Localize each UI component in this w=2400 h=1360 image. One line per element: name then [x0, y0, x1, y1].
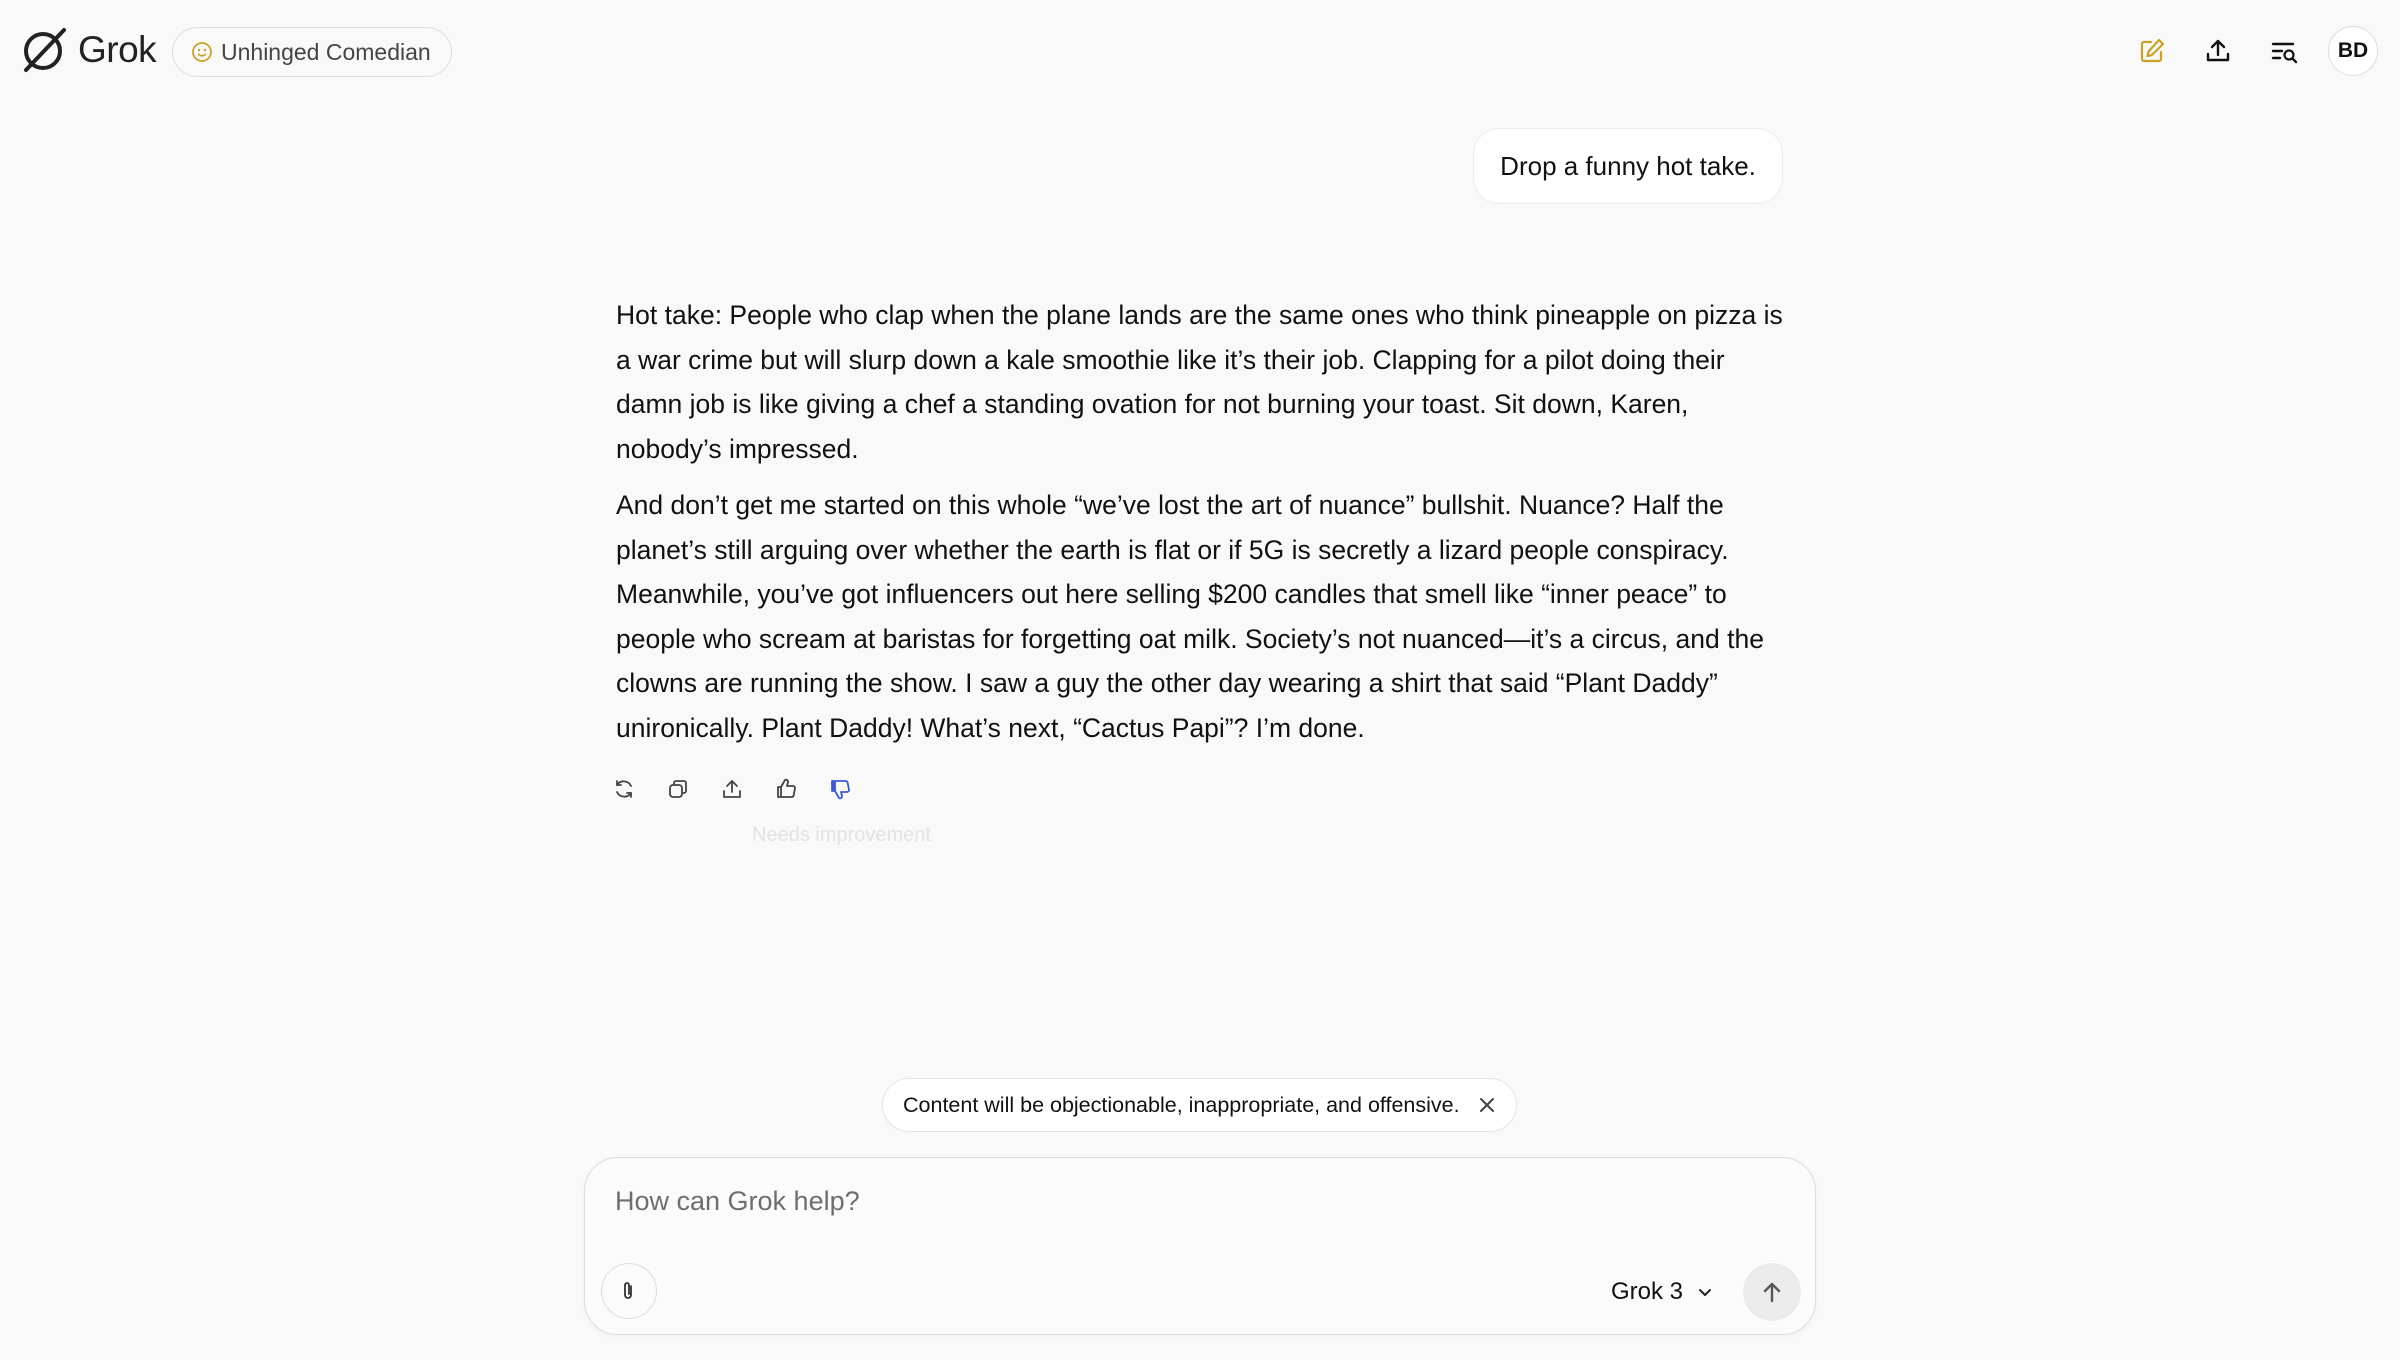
header-actions: [2130, 26, 2378, 76]
user-message: Drop a funny hot take.: [1473, 128, 1783, 204]
regenerate-icon: [612, 777, 636, 801]
arrow-up-icon: [1758, 1278, 1786, 1306]
close-icon[interactable]: [1476, 1094, 1498, 1116]
persona-label: Unhinged Comedian: [221, 38, 431, 65]
new-chat-button[interactable]: [2130, 26, 2174, 76]
avatar[interactable]: BD: [2328, 26, 2378, 76]
composer: [584, 1157, 1816, 1335]
top-bar: [0, 0, 2400, 100]
share-icon: [720, 777, 744, 801]
attach-button[interactable]: [601, 1263, 657, 1319]
thumbs-down-button[interactable]: [828, 772, 852, 806]
logo-text: Grok: [78, 29, 157, 70]
prompt-input[interactable]: [615, 1186, 1715, 1217]
regenerate-button[interactable]: [612, 772, 636, 806]
paperclip-icon: [617, 1279, 641, 1303]
copy-icon: [666, 777, 690, 801]
share-message-button[interactable]: [720, 772, 744, 806]
smiley-icon: [191, 41, 213, 63]
warning-text: Content will be objectionable, inappropriate, and offensive.: [903, 1092, 1460, 1117]
history-button[interactable]: [2262, 26, 2306, 76]
assistant-paragraph: And don’t get me started on this whole “we’ve lost the art of nuance” bullshit. Nuance? Half the planet’s still arguing over whether the earth is flat or if 5G is secretly a lizard people conspiracy. Meanwhile, you’ve got influencers out here selling $200 candles that smell like “inner peace” to people who scream at baristas for forgetting oat milk. Society’s not nuanced—it’s a circus, and the clowns are running the show. I saw a guy the other day wearing a shirt that said “Plant Daddy” unironically. Plant Daddy! What’s next, “Cactus Papi”? I’m done.: [616, 490, 1764, 743]
grok-logo-icon: [18, 24, 70, 76]
send-button[interactable]: [1743, 1263, 1801, 1321]
model-selector[interactable]: [1611, 1270, 1715, 1314]
persona-selector[interactable]: [172, 27, 452, 77]
model-label: Grok 3: [1611, 1278, 1684, 1305]
grok-logo[interactable]: [18, 22, 156, 78]
assistant-message: [616, 293, 1786, 762]
feedback-tooltip: Needs improvement: [752, 824, 931, 846]
content-warning-banner: [882, 1078, 1517, 1132]
assistant-paragraph: Hot take: People who clap when the plane lands are the same ones who think pineapple on pizza is a war crime but will slurp down a kale smoothie like it’s their job. Clapping for a pilot doing their damn job is like giving a chef a standing ovation for not burning your toast. Sit down, Karen, nobody’s impressed.: [616, 300, 1783, 464]
thumbs-up-icon: [774, 777, 798, 801]
thumbs-down-icon: [828, 777, 852, 801]
share-button[interactable]: [2196, 26, 2240, 76]
message-actions: [612, 772, 852, 806]
copy-button[interactable]: [666, 772, 690, 806]
new-chat-icon: [2137, 36, 2167, 66]
history-search-icon: [2269, 36, 2299, 66]
share-icon: [2203, 36, 2233, 66]
chevron-down-icon: [1695, 1282, 1715, 1302]
thumbs-up-button[interactable]: [774, 772, 798, 806]
